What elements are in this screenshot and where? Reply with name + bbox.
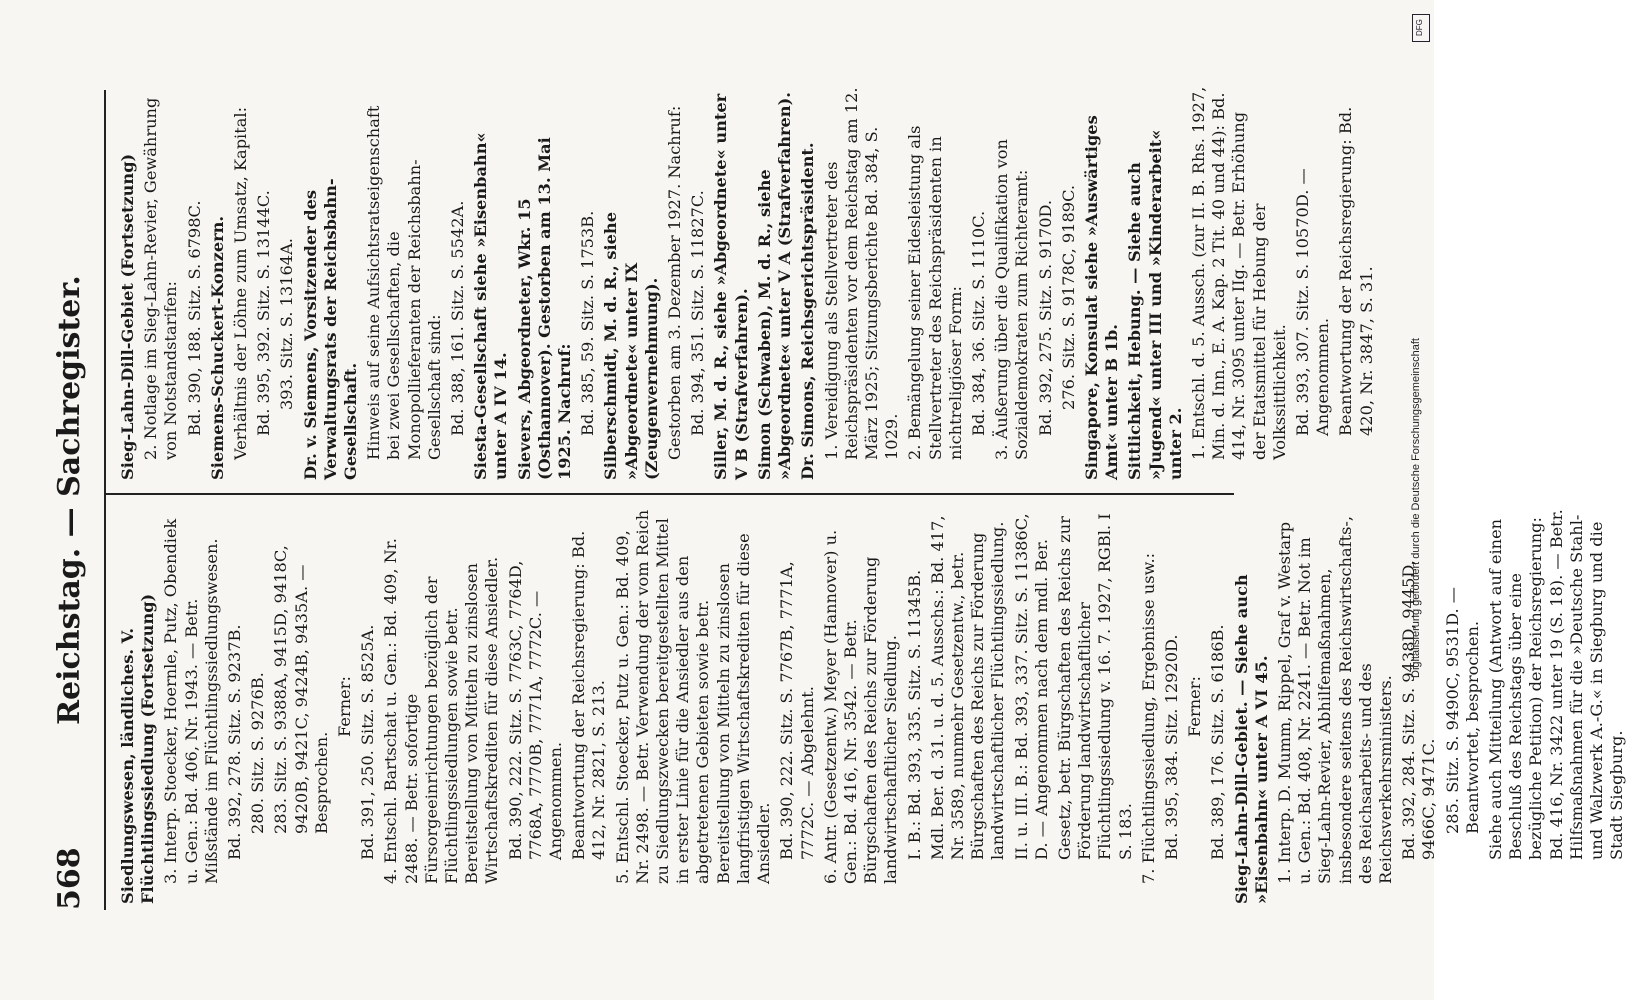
index-entry-heading: Sieg-Lahn-Dill-Gebiet. — Siehe auch »Eisenbahn« unter A VI 45. (1231, 574, 1271, 904)
index-entry-line: 2. Notlage im Sieg-Lahn-Revier, Gewährung von Notstandstarifen: (141, 97, 181, 460)
column-divider (104, 493, 1234, 495)
index-entry-line: Siehe auch Mitteilung (Antwort auf einen Beschluß des Reichstags über eine bezügliche Petition) der Reichsregierung: Bd. 416, Nr. 3422 unter 19 (S. 18). — Betr. Hilfsmaßnahmen für die »Deutsche Stahl- und Walzwerk A.-G.« in Siegburg und die Stadt Siegburg. (1486, 509, 1627, 860)
index-entry-line: 3. Interp. Stoecker, Hoernle, Putz, Obendiek u. Gen.: Bd. 406, Nr. 1943. — Betr. Mißstände im Flüchtlingssiedlungswesen. (161, 518, 221, 884)
index-entry-line: Bd. 395, 384. Sitz. 12920D. (1161, 634, 1181, 860)
index-entry-line: 7. Flüchtlingssiedlung, Ergebnisse usw.: (1138, 552, 1158, 884)
index-entry-heading: Singapore, Konsulat siehe »Auswärtiges Amt« unter B 1b. (1081, 115, 1122, 480)
dfg-logo: DFG (1412, 14, 1430, 42)
index-entry-line: 6. Antr. (Gesetzentw.) Meyer (Hannover) u. Gen.: Bd. 416, Nr. 3542. — Betr. Bürgschaften des Reichs zur Förderung landwirtschaftlicher Siedlung. (820, 529, 901, 884)
index-entry-line: Bd. 391, 250. Sitz. S. 8525A. (358, 624, 378, 860)
index-entry-line: Bd. 392, 275. Sitz. S. 9170D. (1035, 199, 1055, 436)
page-number: 568 (52, 847, 87, 910)
index-entry-line: 280. Sitz. S. 9276B. (248, 672, 268, 834)
index-entry-line: 283. Sitz. S. 9388A, 9415D, 9418C, 9420B, 9421C, 9424B, 9435A. — Besprochen. (271, 545, 331, 834)
index-entry-line: Bd. 390, 188. Sitz. S. 6798C. (184, 200, 204, 436)
left-column (118, 509, 1630, 904)
page-header (52, 90, 96, 910)
index-entry-line: Bd. 385, 59. Sitz. S. 1753B. (578, 210, 598, 436)
index-entry-line: Bd. 392, 278. Sitz. S. 9237B. (225, 624, 245, 860)
header-rule (104, 90, 106, 910)
index-entry-line: Bd. 388, 161. Sitz. S. 5542A. (448, 200, 468, 436)
index-entry-line: I. B.: Bd. 393, 335. Sitz. S. 11345B. (904, 569, 924, 860)
index-entry-line: Beantwortung der Reichsregierung: Bd. 420, Nr. 3847, S. 31. (1336, 106, 1376, 436)
index-entry-line: Bd. 395, 392. Sitz. S. 13144C. (254, 190, 274, 436)
index-entry-line: Bd. 389, 176. Sitz. S. 6186B. (1208, 624, 1228, 860)
index-entry-line: Verhältnis der Löhne zum Umsatz, Kapital: (231, 106, 251, 460)
index-entry-line: Gestorben am 3. Dezember 1927. Nachruf: (665, 105, 685, 460)
index-entry-heading: Sieg-Lahn-Dill-Gebiet (Fortsetzung) (118, 153, 137, 480)
index-entry-line: 1. Entschl. d. 5. Aussch. (zur II. B. Rhs. 1927, Min. d. Inn., E. A. Kap. 2 Tit. 40 und 44): Bd. 414, Nr. 3095 unter IIg. — Betr. Erhöhung der Etatsmittel für Hebung der Volkssittlichkeit. (1188, 86, 1289, 460)
funding-sidebar (1410, 8, 1432, 998)
index-entry-line: 1. Interp. D. Mumm, Rippel, Graf v. Westarp u. Gen.: Bd. 408, Nr. 2241. — Betr. Not im Sieg-Lahn-Revier, Abhilfemaßnahmen, insbesondere seitens des Reichswirtschafts-, des Reichsarbeits- und des Reichsverkehrsministers. (1274, 515, 1395, 884)
index-entry-line: 4. Entschl. Bartschat u. Gen.: Bd. 409, Nr. 2488. — Betr. sofortige Fürsorgeeinrichtungen bezüglich der Flüchtlingssiedlungen sowie betr. Bereitstellung von Mitteln zu zinslosen Wirtschaftskrediten für diese Ansiedler. (381, 538, 502, 884)
index-entry-line: Bd. 392, 284. Sitz. S. 9438D, 9445D, 9466C, 9471C. (1399, 560, 1439, 860)
index-entry-line: Gesetz, betr. Bürgschaften des Reichs zur Förderung landwirtschaftlicher Flüchtlingssiedlung v. 16. 7. 1927, RGBl. I S. 183. (1054, 513, 1135, 860)
index-entry-heading: Sittlichkeit, Hebung. — Siehe auch »Jugend« unter III und »Kinderarbeit« unter 2. (1125, 129, 1185, 480)
index-entry-heading: Simon (Schwaben), M. d. R., siehe »Abgeordnete« unter V A (Strafverfahren). (754, 92, 795, 480)
right-column (118, 85, 1380, 480)
index-entry-line: Ferner: (335, 676, 355, 737)
index-entry-heading: Siesta-Gesellschaft siehe »Eisenbahn« unter A IV 14. (471, 132, 511, 480)
index-entry-line: Bd. 393, 307. Sitz. S. 10570D. — Angenommen. (1292, 168, 1333, 436)
running-title: Reichstag. — Sachregister. (52, 275, 87, 725)
index-entry-heading: Siemens-Schuckert-Konzern. (207, 215, 227, 480)
index-entry-line: Bd. 394, 351. Sitz. S. 11827C. (688, 190, 708, 436)
index-entry-line: Bd. 384, 36. Sitz. S. 1110C. (968, 210, 988, 436)
index-entry-heading: Silberschmidt, M. d. R., siehe »Abgeordnete« unter IX (Zeugenvernehmung). (601, 212, 661, 480)
index-entry-line: Bd. 390, 222. Sitz. S. 7767B, 7771A, 7772C. — Abgelehnt. (777, 561, 817, 860)
index-entry-line: Bd. 390, 222. Sitz. S. 7763C, 7764D, 7768A, 7770B, 7771A, 7772C. — Angenommen. (505, 560, 566, 860)
index-entry-line: 2. Bemängelung seiner Eidesleistung als Stellvertreter des Reichspräsidenten in nichtreligiöser Form: (905, 125, 965, 460)
index-entry-heading: Siedlungswesen, ländliches. V. Flüchtlingssiedlung (Fortsetzung) (118, 593, 158, 904)
index-entry-line: 276. Sitz. S. 9178C, 9189C. (1058, 184, 1078, 410)
index-entry-heading: Dr. Simons, Reichsgerichtspräsident. (798, 142, 818, 480)
index-entry-line: 393. Sitz. S. 13164A. (277, 238, 297, 410)
index-entry-line: 285. Sitz. S. 9490C, 9531D. — Beantwortet, besprochen. (1442, 587, 1482, 834)
funding-credit: Digitalisierung gefördert durch die Deutsche Forschungsgemeinschaft (1410, 338, 1422, 678)
index-entry-heading: Sievers, Abgeordneter, Wkr. 15 (Osthannover). Gestorben am 13. Mai 1925. Nachruf: (514, 137, 575, 480)
index-entry-heading: Siller, M. d. R., siehe »Abgeordnete« unter V B (Strafverfahren). (711, 93, 751, 480)
index-entry-line: 5. Entschl. Stoecker, Putz u. Gen.: Bd. 409, Nr. 2498. — Betr. Verwendung der vom Reich zu Siedlungszwecken bereitgestellten Mittel in erster Linie für die Ansiedler aus den abgetretenen Gebieten sowie betr. Bereitstellung von Mitteln zu zinslosen langfristigen Wirtschaftskrediten für diese Ansiedler. (612, 509, 774, 884)
index-entry-line: 1. Vereidigung als Stellvertreter des Reichspräsidenten vor dem Reichstag am 12. März 1925; Sitzungsberichte Bd. 384, S. 1029. (821, 87, 902, 460)
index-entry-line: Ferner: (1185, 676, 1205, 737)
index-entry-line: 3. Äußerung über die Qualifikation von Sozialdemokraten zum Richteramt: (992, 139, 1032, 460)
index-entry-line: Hinweis auf seine Aufsichtsratseigenschaft bei zwei Gesellschaften, die Monopollieferanten der Reichsbahn-Gesellschaft sind: (364, 105, 444, 460)
index-entry-heading: Dr. v. Siemens, Vorsitzender des Verwaltungsrats der Reichsbahn-Gesellschaft. (300, 178, 361, 480)
index-entry-line: Mdl. Ber. d. 31. u. d. 5. Ausschs.: Bd. 417, Nr. 3589, nunmehr Gesetzentw., betr. Bürgschaften des Reichs zur Förderung landwirtschaftlicher Flüchtlingssiedlung. (927, 515, 1008, 860)
index-entry-line: II. u. III. B.: Bd. 393, 337. Sitz. S. 11386C, D. — Angenommen nach dem mdl. Ber. (1011, 513, 1051, 860)
index-entry-line: Beantwortung der Reichsregierung: Bd. 412, Nr. 2821, S. 213. (569, 530, 609, 860)
